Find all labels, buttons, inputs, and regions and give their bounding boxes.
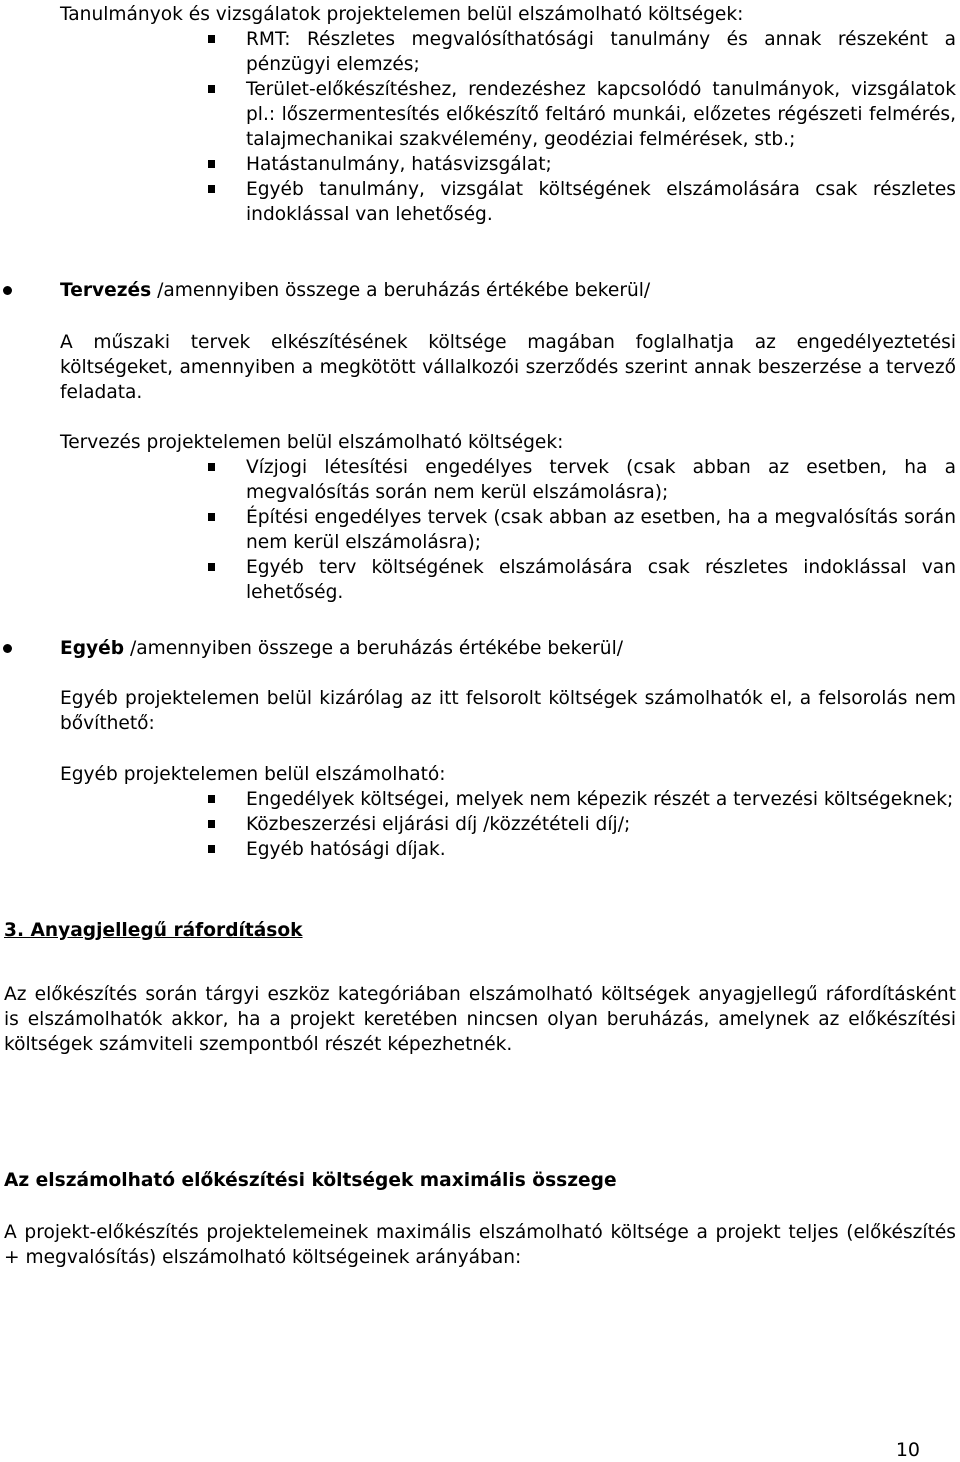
round-bullet-icon: [3, 286, 12, 295]
list-item: Terület-előkészítéshez, rendezéshez kapcsolódó tanulmányok, vizsgálatok pl.: lőszermentesítés előkészítő feltáró munkái, előzetes régészeti felmérés, talajmechanikai szakvélemény, geodéziai felmérések, stb.;: [60, 77, 956, 152]
square-bullet-icon: [208, 820, 215, 828]
egyeb-list: [60, 787, 956, 862]
square-bullet-icon: [208, 795, 215, 803]
max-cost-title: Az elszámolható előkészítési költségek maximális összege: [4, 1170, 617, 1191]
square-bullet-icon: [208, 845, 215, 853]
list-item: Engedélyek költségei, melyek nem képezik részét a tervezési költségeknek;: [60, 787, 956, 812]
square-bullet-icon: [208, 160, 215, 168]
tervezes-intro: Tervezés projektelemen belül elszámolható költségek:: [60, 432, 564, 453]
section-3-paragraph: Az előkészítés során tárgyi eszköz kategóriában elszámolható költségek anyagjellegű ráfordításként is elszámolhatók akkor, ha a projekt keretében nincsen olyan beruházás, amelynek az előkészítési költségek számviteli szempontból részét képezhetnék.: [4, 984, 956, 1055]
list-item: Építési engedélyes tervek (csak abban az esetben, ha a megvalósítás során nem kerül elszámolásra);: [60, 505, 956, 555]
list-item: Egyéb terv költségének elszámolására csak részletes indoklással van lehetőség.: [60, 555, 956, 605]
list-item: Közbeszerzési eljárási díj /közzétételi díj/;: [60, 812, 956, 837]
square-bullet-icon: [208, 563, 215, 571]
list-item: Egyéb tanulmány, vizsgálat költségének elszámolására csak részletes indoklással van lehetőség.: [60, 177, 956, 227]
egyeb-paragraph: Egyéb projektelemen belül kizárólag az itt felsorolt költségek számolhatók el, a felsorolás nem bővíthető:: [60, 688, 956, 734]
round-bullet-icon: [3, 644, 12, 653]
list-item: Egyéb hatósági díjak.: [60, 837, 956, 862]
square-bullet-icon: [208, 463, 215, 471]
tanulmanyok-intro: Tanulmányok és vizsgálatok projektelemen belül elszámolható költségek:: [60, 4, 744, 25]
tervezes-list: [60, 455, 956, 605]
page-number: 10: [895, 1439, 920, 1461]
square-bullet-icon: [208, 185, 215, 193]
max-cost-paragraph: A projekt-előkészítés projektelemeinek maximális elszámolható költsége a projekt teljes (előkészítés + megvalósítás) elszámolható költségeinek arányában:: [4, 1222, 956, 1268]
square-bullet-icon: [208, 513, 215, 521]
list-item: RMT: Részletes megvalósíthatósági tanulmány és annak részeként a pénzügyi elemzés;: [60, 27, 956, 77]
tervezes-paragraph: A műszaki tervek elkészítésének költsége magában foglalhatja az engedélyeztetési költségeket, amennyiben a megkötött vállalkozói szerződés szerint annak beszerzése a tervező feladata.: [60, 332, 956, 403]
document-page: Tanulmányok és vizsgálatok projektelemen belül elszámolható költségek: RMT: Részletes megvalósíthatósági tanulmány és annak részeként a pénzügyi elemzés; Terület-előkészítéshez, rendezéshez kapcsolódó tanulmányok, vizsgálatok pl.: lőszermentesítés előkészítő feltáró munkái, előzetes régészeti felmérés, talajmechanikai szakvélemény, geodéziai felmérések, stb.; Hatástanulmány, hatásvizsgálat; Egyéb tanulmány, vizsgálat költségének elszámolására csak részletes indoklással van lehetőség. Tervezés /amennyiben összege a beruházás értékébe bekerül/ A műszaki tervek elkészítésének költsége magában foglalhatja az engedélyeztetési költségeket, amennyiben a megkötött vállalkozói szerződés szerint annak beszerzése a tervező feladata. Tervezés projektelemen belül elszámolható költségek: Vízjogi létesítési engedélyes tervek (csak abban az esetben, ha a megvalósítás során nem kerül elszámolásra); Építési engedélyes tervek (csak abban az esetben, ha a megvalósítás során nem kerül elszámolásra); Egyéb terv költségének elszámolására csak részletes indoklással van lehetőség. Egyéb /amennyiben összege a beruházás értékébe bekerül/ Egyéb projektelemen belül kizárólag az itt felsorolt költségek számolhatók el, a felsorolás nem bővíthető: Egyéb projektelemen belül elszámolható: Engedélyek költségei, melyek nem képezik részét a tervezési költségeknek; Közbeszerzési eljárási díj /közzétételi díj/; Egyéb hatósági díjak. 3. Anyagjellegű ráfordítások Az előkészítés során tárgyi eszköz kategóriában elszámolható költségek anyagjellegű ráfordításként is elszámolhatók akkor, ha a projekt keretében nincsen olyan beruházás, amelynek az előkészítési költségek számviteli szempontból részét képezhetnék. Az elszámolható előkészítési költségek maximális összege A projekt-előkészítés projektelemeinek maximális elszámolható költsége a projekt teljes (előkészítés + megvalósítás) elszámolható költségeinek arányában: 10: [4, 4, 956, 1461]
section-3-title: 3. Anyagjellegű ráfordítások: [4, 920, 303, 941]
square-bullet-icon: [208, 85, 215, 93]
square-bullet-icon: [208, 35, 215, 43]
list-item: Vízjogi létesítési engedélyes tervek (csak abban az esetben, ha a megvalósítás során nem kerül elszámolásra);: [60, 455, 956, 505]
tanulmanyok-list: [60, 27, 956, 227]
list-item: Hatástanulmány, hatásvizsgálat;: [60, 152, 956, 177]
egyeb-intro: Egyéb projektelemen belül elszámolható:: [60, 764, 446, 785]
